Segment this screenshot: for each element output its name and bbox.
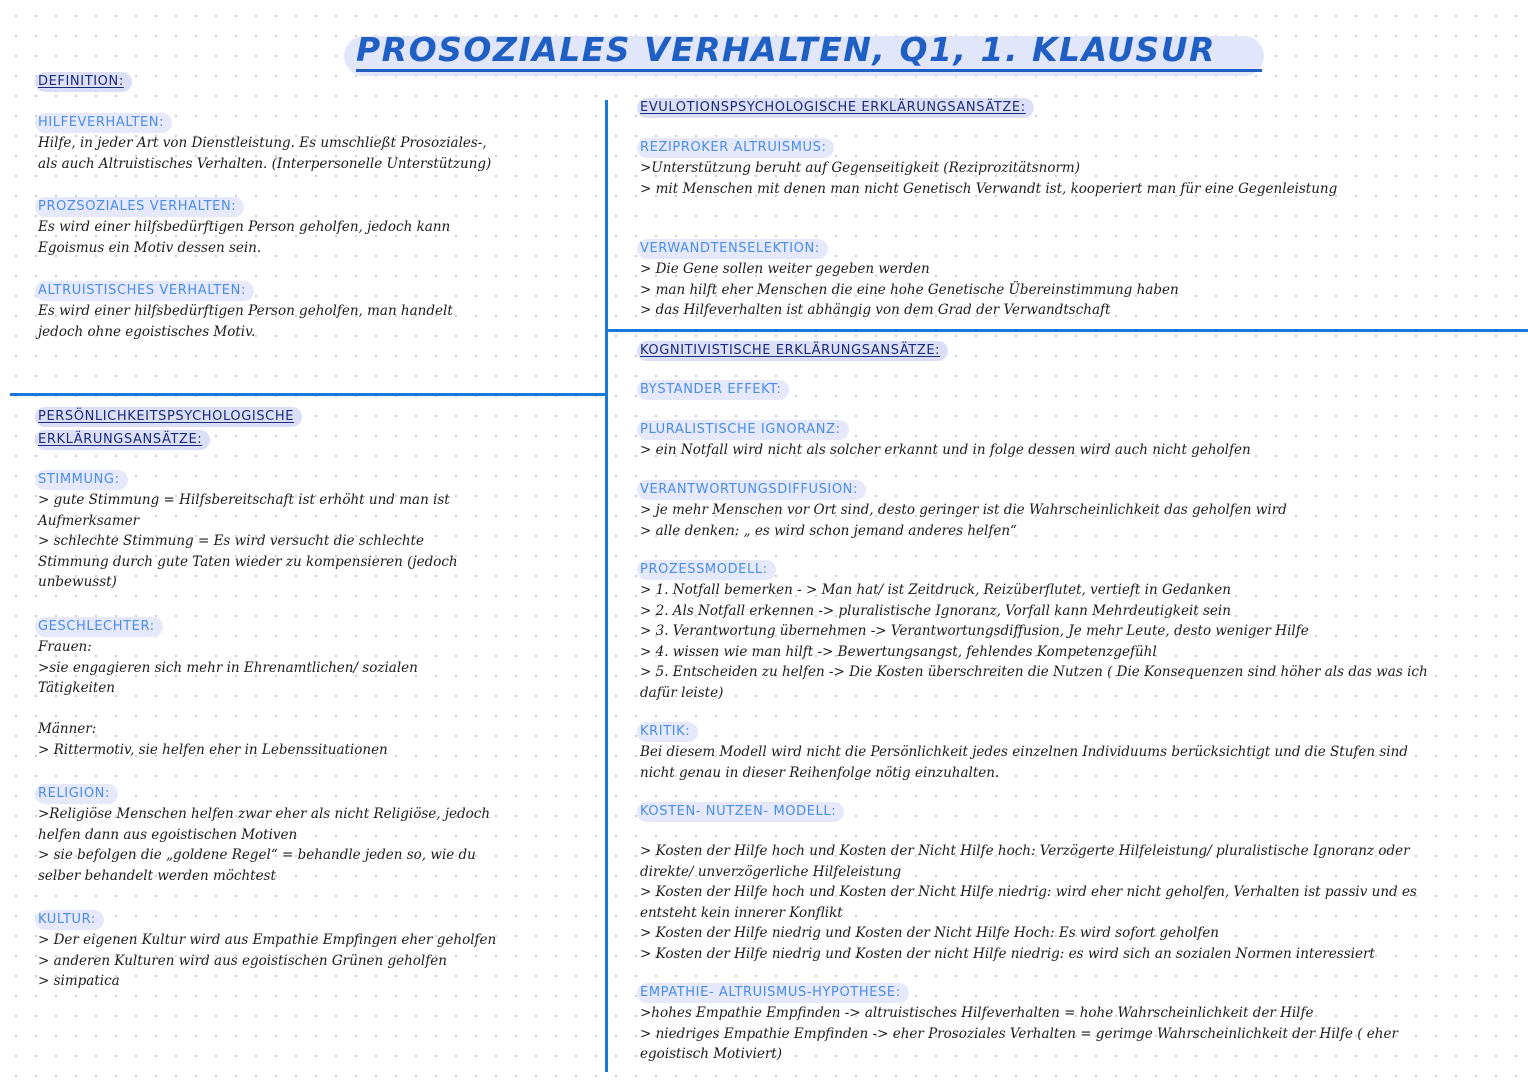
text-line: >hohes Empathie Empfinden -> altruistisches Hilfeverhalten = hohe Wahrscheinlichkeit der Hilfe	[640, 1005, 1314, 1021]
text-line: > Kosten der Hilfe hoch und Kosten der Nicht Hilfe hoch: Verzögerte Hilfeleistung/ pluralistische Ignoranz oder	[640, 843, 1410, 859]
personality-heading-line2: ERKLÄRUNGSANSÄTZE:	[35, 430, 210, 450]
text-line: nicht genau in dieser Reihenfolge nötig einzuhalten.	[640, 764, 1000, 781]
reziproker-label: REZIPROKER ALTRUISMUS:	[637, 138, 834, 158]
text-line: >sie engagieren sich mehr in Ehrenamtlichen/ sozialen	[38, 659, 418, 676]
kosten-nutzen-label: KOSTEN- NUTZEN- MODELL:	[637, 802, 844, 822]
kosten-nutzen-text	[640, 841, 1417, 964]
stimmung-block	[38, 468, 458, 593]
text-line: > schlechte Stimmung = Es wird versucht die schlechte	[38, 533, 424, 549]
text-line: egoistisch Motiviert)	[640, 1046, 782, 1062]
text-line: >Unterstützung beruht auf Gegenseitigkeit (Reziprozitätsnorm)	[640, 160, 1080, 176]
text-line: > alle denken: „ es wird schon jemand anderes helfen“	[640, 522, 1017, 539]
altruistisches-label: ALTRUISTISCHES VERHALTEN:	[35, 281, 254, 301]
prosoziales-label: PROZSOZIALES VERHALTEN:	[35, 197, 244, 217]
kritik-label: KRITIK:	[637, 722, 698, 742]
text-line: > man hilft eher Menschen die eine hohe Genetische Übereinstimmung haben	[640, 281, 1179, 298]
geschlechter-label: GESCHLECHTER:	[35, 617, 163, 637]
reziproker-text	[640, 158, 1337, 199]
prosoziales-text	[38, 217, 450, 258]
diffusion-block	[640, 478, 1287, 541]
text-line: Männer:	[38, 721, 97, 737]
kritik-block	[640, 720, 1408, 783]
empathie-block	[640, 981, 1398, 1065]
geschlechter-block	[38, 615, 418, 760]
prozessmodell-label: PROZESSMODELL:	[637, 560, 776, 580]
prozessmodell-block	[640, 558, 1428, 703]
text-line: > ein Notfall wird nicht als solcher erkannt und in folge dessen wird auch nicht geholfen	[640, 442, 1251, 458]
text-line: > je mehr Menschen vor Ort sind, desto geringer ist die Wahrscheinlichkeit das geholfen wird	[640, 502, 1287, 518]
religion-label: RELIGION:	[35, 784, 118, 804]
kultur-label: KULTUR:	[35, 910, 104, 930]
religion-block	[38, 782, 490, 886]
text-line: dafür leiste)	[640, 684, 724, 701]
vertical-divider	[605, 100, 608, 1072]
text-line: > Kosten der Hilfe niedrig und Kosten der nicht Hilfe niedrig: es wird sich an sozialen Normen interessiert	[640, 945, 1375, 962]
definition-heading: DEFINITION:	[35, 72, 132, 92]
reziproker-block	[640, 136, 1337, 199]
religion-text	[38, 804, 490, 886]
text-line: > Kosten der Hilfe hoch und Kosten der Nicht Hilfe niedrig: wird eher nicht geholfen, Verhalten ist passiv und es	[640, 884, 1417, 900]
text-line: Stimmung durch gute Taten wieder zu kompensieren (jedoch	[38, 553, 458, 570]
text-line: > 1. Notfall bemerken - > Man hat/ ist Zeitdruck, Reizüberflutet, vertieft in Gedanken	[640, 582, 1231, 598]
text-line: jedoch ohne egoistisches Motiv.	[38, 323, 256, 340]
bystander-block	[640, 378, 789, 400]
text-line: >Religiöse Menschen helfen zwar eher als nicht Religiöse, jedoch	[38, 806, 491, 822]
pluralistisch-text	[640, 440, 1251, 461]
kosten-nutzen-block	[640, 800, 1417, 964]
stimmung-label: STIMMUNG:	[35, 470, 128, 490]
verwandten-label: VERWANDTENSELEKTION:	[637, 239, 828, 259]
altruistisches-text	[38, 301, 453, 342]
text-line: > sie befolgen die „goldene Regel“ = behandle jeden so, wie du	[38, 847, 476, 863]
verwandten-block	[640, 237, 1179, 321]
text-line: Es wird einer hilfsbedürftigen Person geholfen, jedoch kann	[38, 219, 451, 235]
prozessmodell-text	[640, 580, 1428, 703]
text-line: Egoismus ein Motiv dessen sein.	[38, 239, 262, 256]
text-line: Bei diesem Modell wird nicht die Persönlichkeit jedes einzelnen Individuums berücksichtigt und die Stufen sind	[640, 744, 1408, 760]
text-line: unbewusst)	[38, 574, 117, 590]
empathie-label: EMPATHIE- ALTRUISMUS-HYPOTHESE:	[637, 983, 909, 1003]
diffusion-text	[640, 500, 1287, 541]
kritik-text	[640, 742, 1408, 783]
text-line: > Der eigenen Kultur wird aus Empathie Empfingen eher geholfen	[38, 932, 497, 948]
pluralistisch-block	[640, 418, 1251, 461]
text-line: Es wird einer hilfsbedürftigen Person geholfen, man handelt	[38, 303, 453, 319]
kognitiv-heading-block	[640, 339, 948, 361]
diffusion-label: VERANTWORTUNGSDIFFUSION:	[637, 480, 866, 500]
text-line: > das Hilfeverhalten ist abhängig von dem Grad der Verwandtschaft	[640, 302, 1111, 318]
hilfeverhalten-block	[38, 111, 491, 174]
text-line: > 2. Als Notfall erkennen -> pluralistische Ignoranz, Vorfall kann Mehrdeutigkeit sein	[640, 602, 1231, 619]
definition-section	[38, 70, 132, 92]
personality-heading-line1: PERSÖNLICHKEITSPSYCHOLOGISCHE	[35, 407, 302, 427]
text-line: > Kosten der Hilfe niedrig und Kosten der Nicht Hilfe Hoch: Es wird sofort geholfen	[640, 925, 1219, 941]
hilfeverhalten-label: HILFEVERHALTEN:	[35, 113, 172, 133]
text-line: als auch Altruistisches Verhalten. (Interpersonelle Unterstützung)	[38, 155, 492, 172]
kultur-text	[38, 930, 496, 992]
kognitiv-heading: KOGNITIVISTISCHE ERKLÄRUNGSANSÄTZE:	[637, 341, 948, 361]
text-line: > simpatica	[38, 973, 120, 989]
pluralistisch-label: PLURALISTISCHE IGNORANZ:	[637, 420, 849, 440]
text-line: > Rittermotiv, sie helfen eher in Lebenssituationen	[38, 741, 388, 758]
text-line: Aufmerksamer	[38, 512, 140, 529]
prosoziales-block	[38, 195, 450, 258]
text-line: > 5. Entscheiden zu helfen -> Die Kosten überschreiten die Nutzen ( Die Konsequenzen sind höher als das was ich	[640, 664, 1428, 680]
text-line: > gute Stimmung = Hilfsbereitschaft ist erhöht und man ist	[38, 492, 450, 508]
page-title: PROSOZIALES VERHALTEN, Q1, 1. KLAUSUR	[356, 30, 1216, 69]
text-line: entsteht kein innerer Konflikt	[640, 904, 843, 921]
text-line: direkte/ unverzögerliche Hilfeleistung	[640, 863, 902, 880]
left-horizontal-divider	[10, 393, 606, 396]
text-line: > 4. wissen wie man hilft -> Bewertungsangst, fehlendes Kompetenzgefühl	[640, 643, 1157, 660]
text-line: > 3. Verantwortung übernehmen -> Verantwortungsdiffusion, Je mehr Leute, desto weniger Hilfe	[640, 623, 1309, 639]
text-line: selber behandelt werden möchtest	[38, 867, 276, 884]
hilfeverhalten-text	[38, 133, 491, 174]
empathie-text	[640, 1003, 1398, 1065]
right-horizontal-divider	[607, 329, 1528, 332]
altruistisches-block	[38, 279, 453, 342]
text-line: Frauen:	[38, 639, 92, 655]
text-line: > mit Menschen mit denen man nicht Genetisch Verwandt ist, kooperiert man für eine Gegenleistung	[640, 180, 1338, 197]
evolution-heading: EVULOTIONSPSYCHOLOGISCHE ERKLÄRUNGSANSÄTZE:	[637, 98, 1034, 118]
verwandten-text	[640, 259, 1179, 321]
bystander-label: BYSTANDER EFFEKT:	[637, 380, 789, 400]
kultur-block	[38, 908, 496, 992]
text-line: helfen dann aus egoistischen Motiven	[38, 826, 298, 843]
text-line: > Die Gene sollen weiter gegeben werden	[640, 261, 930, 277]
text-line: > niedriges Empathie Empfinden -> eher Prosoziales Verhalten = gerimge Wahrscheinlichkeit der Hilfe ( eher	[640, 1025, 1398, 1042]
text-line: Tätigkeiten	[38, 680, 115, 696]
evolution-heading-block	[640, 96, 1034, 118]
stimmung-text	[38, 490, 458, 593]
text-line: > anderen Kulturen wird aus egoistischen Grünen geholfen	[38, 952, 447, 969]
personality-heading-block	[38, 405, 302, 450]
text-line: Hilfe, in jeder Art von Dienstleistung. Es umschließt Prosoziales-,	[38, 135, 487, 151]
title-underline	[356, 69, 1262, 72]
geschlechter-text	[38, 637, 418, 760]
